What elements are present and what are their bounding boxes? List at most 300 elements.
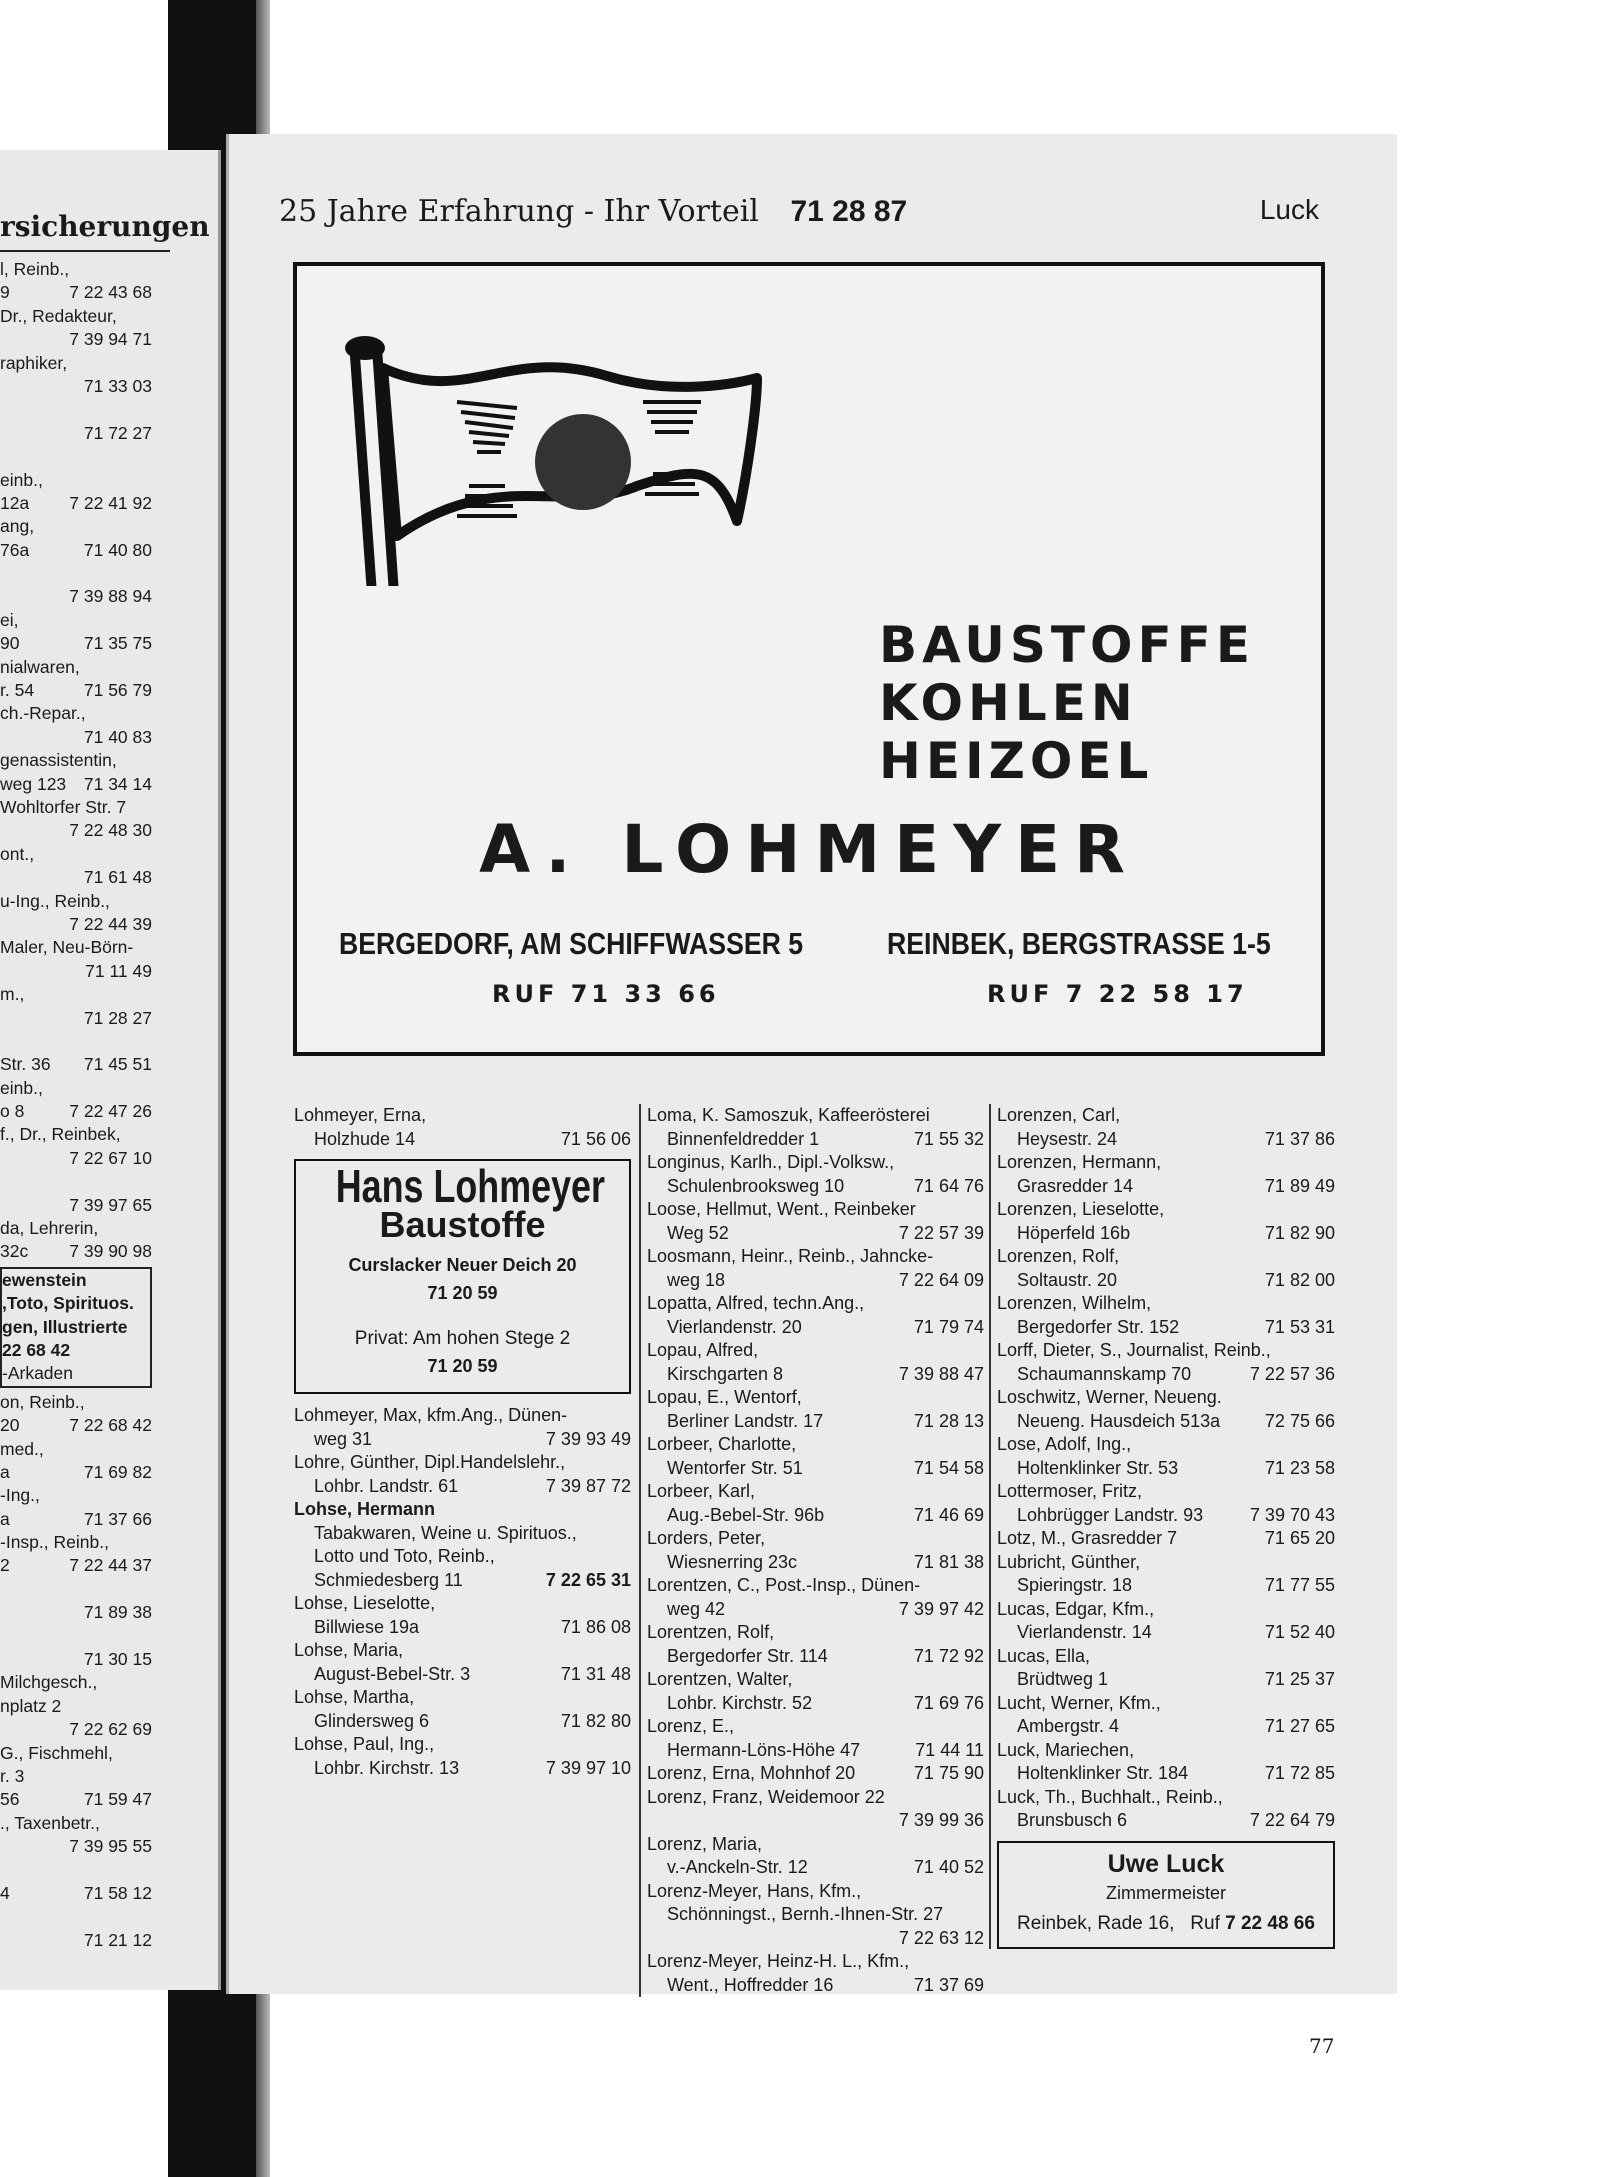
directory-entry-line [647,1927,984,1951]
entry-text: Loschwitz, Werner, Neueng. [997,1387,1222,1407]
left-box-line: 22 68 42 [2,1339,71,1360]
left-entry-phone: 7 39 90 98 [69,1241,152,1262]
entry-phone: 71 40 52 [913,1857,984,1877]
entry-phone: 71 25 37 [1264,1669,1335,1689]
entry-text: Lohre, Günther, Dipl.Handelslehr., [294,1452,566,1472]
directory-entry-line [294,1757,631,1781]
entry-phone: 71 75 90 [913,1763,984,1783]
directory-entry-line [647,1786,984,1810]
left-entry-line [0,1077,152,1100]
left-entry-text: G., Fischmehl, [0,1742,113,1763]
directory-entry-line [997,1128,1335,1152]
entry-phone: 7 22 57 39 [898,1222,984,1243]
directory-entry-line [647,1480,984,1504]
left-entry-phone: 7 22 43 68 [69,282,152,303]
directory-entry-line [997,1386,1335,1410]
entry-text: Lohse, Hermann [294,1499,436,1519]
left-entry-phone: 71 37 66 [83,1508,152,1529]
left-entry-text: 4 [0,1882,10,1903]
entry-phone: 71 53 31 [1264,1316,1335,1337]
left-entry-line [0,1170,152,1193]
directory-entry-line [647,1715,984,1739]
entry-phone: 71 69 76 [913,1692,984,1713]
left-entry-line [0,1648,152,1671]
entry-text: Wentorfer Str. 51 [667,1457,803,1478]
directory-entry-line [997,1480,1335,1504]
left-entry-text: ang, [0,516,35,537]
entry-text: Wiesnerring 23c [667,1551,798,1572]
entry-text: Lorentzen, C., Post.-Insp., Dünen- [647,1575,921,1595]
left-entry-text: einb., [0,1077,43,1098]
left-entry-phone: 7 39 88 94 [69,586,152,607]
left-page [0,150,221,1990]
left-entry-line [0,960,152,983]
left-entry-phone: 7 22 44 37 [69,1555,152,1576]
entry-text: Lorenz, Erna, Mohnhof 20 [647,1763,856,1783]
left-entry-line [0,983,152,1006]
hans-box-phone: 71 20 59 [427,1282,498,1303]
left-page-header: rsicherungen [0,210,210,243]
entry-text: Lorenzen, Rolf, [997,1246,1120,1266]
left-entry-text: -Insp., Reinb., [0,1532,109,1553]
left-entry-text: 9 [0,282,10,303]
directory-entry-line [647,1809,984,1833]
directory-column-1 [294,1104,631,1780]
slogan-text: 25 Jahre Erfahrung - Ihr Vorteil [279,194,759,229]
entry-text: Lorenzen, Carl, [997,1105,1121,1125]
entry-text: Hermann-Löns-Höhe 47 [667,1739,861,1760]
entry-text: Holzhude 14 [314,1128,416,1149]
left-entry-line [0,1531,152,1554]
left-entry-text: ., Taxenbetr., [0,1812,100,1833]
entry-text: Lorenz-Meyer, Heinz-H. L., Kfm., [647,1951,910,1971]
left-entry-phone: 7 22 68 42 [69,1415,152,1436]
left-entry-text: f., Dr., Reinbek, [0,1124,121,1145]
entry-text: Vierlandenstr. 20 [667,1316,802,1337]
left-entry-text: m., [0,984,25,1005]
entry-text: Holtenklinker Str. 184 [1017,1763,1189,1783]
entry-phone: 7 39 93 49 [545,1428,631,1449]
left-entry-text: 20 [0,1415,20,1436]
entry-text: Schönningst., Bernh.-Ihnen-Str. 27 [667,1904,944,1924]
left-entry-phone: 71 58 12 [83,1882,152,1903]
left-entry-text: raphiker, [0,352,68,373]
uwe-luck-advertisement [997,1841,1335,1950]
entry-text: Schaumannskamp 70 [1017,1363,1192,1384]
left-page-column [0,258,152,1952]
left-entry-text: Wohltorfer Str. 7 [0,796,127,817]
entry-text: Lorenz, Maria, [647,1833,763,1854]
entry-text: Tabakwaren, Weine u. Spirituos., [314,1522,577,1543]
entry-text: Grasredder 14 [1017,1175,1134,1196]
directory-entry-line [647,1198,984,1222]
entry-text: Brunsbusch 6 [1017,1810,1128,1830]
entry-phone: 7 22 65 31 [545,1569,631,1590]
entry-text: Loma, K. Samoszuk, Kaffeerösterei [647,1105,930,1125]
left-entry-text: u-Ing., Reinb., [0,890,110,911]
page-number: 77 [1309,2034,1335,2058]
uwe-box-ruf: Ruf [1190,1912,1220,1934]
directory-entry-line [997,1668,1335,1692]
entry-text: Weg 52 [667,1222,729,1243]
directory-entry-line [997,1645,1335,1669]
entry-phone: 71 72 92 [913,1645,984,1666]
entry-phone: 71 72 85 [1264,1763,1335,1783]
entry-phone: 7 22 64 79 [1249,1810,1335,1830]
entry-text: Lorenzen, Hermann, [997,1152,1162,1172]
left-entry-line [0,890,152,913]
directory-entry-line [647,1527,984,1551]
left-entry-line [0,1601,152,1624]
ad-phone-reinbek: RUF 7 22 58 17 [987,980,1248,1008]
left-entry-phone: 7 22 62 69 [69,1719,152,1740]
left-entry-text: einb., [0,469,43,490]
left-entry-line [0,1217,152,1240]
left-entry-line [0,1859,152,1882]
left-entry-line [0,866,152,889]
directory-entry-line [647,1903,984,1927]
entry-phone: 71 31 48 [560,1663,631,1684]
entry-text: weg 18 [667,1269,726,1290]
left-entry-text: r. 54 [0,680,35,701]
left-entry-line [0,1438,152,1461]
entry-text: Loosmann, Heinr., Reinb., Jahncke- [647,1246,934,1266]
left-entry-line [0,913,152,936]
entry-phone: 71 37 69 [913,1974,984,1995]
directory-entry-line [647,1339,984,1363]
right-page [226,134,1397,2058]
left-entry-line [0,1905,152,1928]
left-entry-text: -Ing., [0,1485,40,1506]
column-1-bottom-entries [294,1404,631,1780]
left-entry-line [0,1053,152,1076]
left-entry-phone: 71 21 12 [83,1929,152,1950]
left-entry-text: o 8 [0,1101,25,1122]
entry-phone: 7 39 99 36 [898,1810,984,1830]
entry-phone: 71 54 58 [913,1457,984,1478]
directory-entry-line [997,1222,1335,1246]
column-1-top-entries [294,1104,631,1151]
left-entry-line [0,398,152,421]
directory-column-2 [639,1104,984,1997]
left-entry-phone: 71 33 03 [83,375,152,396]
directory-entry-line [294,1428,631,1452]
entry-text: Lopatta, Alfred, techn.Ang., [647,1293,865,1313]
directory-entry-line [647,1245,984,1269]
entry-text: weg 31 [314,1428,373,1449]
directory-entry-line [997,1598,1335,1622]
directory-entry-line [647,1386,984,1410]
entry-text: Lorentzen, Walter, [647,1669,793,1689]
left-entry-phone: 71 40 80 [83,539,152,560]
directory-entry-line [647,1128,984,1152]
entry-text: Lohbr. Kirchstr. 52 [667,1692,813,1713]
entry-text: Bergedorfer Str. 152 [1017,1316,1180,1337]
directory-entry-line [997,1104,1335,1128]
left-entry-line [0,1194,152,1217]
entry-phone: 71 56 06 [560,1128,631,1149]
left-entry-phone: 71 34 14 [83,773,152,794]
directory-entry-line [997,1245,1335,1269]
left-entry-text: ch.-Repar., [0,703,86,724]
entry-text: Lubricht, Günther, [997,1551,1141,1572]
ad-company-name: A. LOHMEYER [479,811,1139,888]
entry-text: Ambergstr. 4 [1017,1716,1120,1736]
directory-entry-line [294,1710,631,1734]
directory-entry-line [294,1592,631,1616]
directory-entry-line [997,1621,1335,1645]
entry-text: Went., Hoffredder 16 [667,1974,834,1995]
left-entry-line [0,562,152,585]
entry-phone: 71 81 38 [913,1551,984,1572]
entry-text: Lorenzen, Lieselotte, [997,1199,1165,1219]
directory-entry-line [294,1639,631,1663]
directory-entry-line [997,1715,1335,1739]
directory-entry-line [997,1316,1335,1340]
left-entry-phone: 7 22 44 39 [69,913,152,934]
directory-entry-line [997,1363,1335,1387]
hans-box-private-phone: 71 20 59 [427,1355,498,1376]
left-entry-text: Milchgesch., [0,1672,98,1693]
entry-text: Lotto und Toto, Reinb., [314,1546,495,1566]
left-entry-line [0,1625,152,1648]
directory-entry-line [294,1498,631,1522]
entry-text: Lorenz, E., [647,1716,735,1736]
left-entry-text: ei, [0,609,19,630]
entry-text: Soltaustr. 20 [1017,1269,1118,1290]
directory-entry-line [997,1762,1335,1786]
directory-entry-line [294,1404,631,1428]
left-box-line: gen, Illustrierte [2,1316,128,1337]
entry-text: Longinus, Karlh., Dipl.-Volksw., [647,1152,895,1172]
left-entry-phone: 7 39 95 55 [69,1836,152,1857]
ad-line-baustoffe: BAUSTOFFE [879,616,1255,674]
entry-text: Lohse, Lieselotte, [294,1593,436,1613]
entry-text: August-Bebel-Str. 3 [314,1663,471,1684]
directory-entry-line [294,1545,631,1569]
left-entry-line [0,1508,152,1531]
header-slogan [279,194,907,229]
left-entry-line [0,819,152,842]
directory-entry-line [294,1569,631,1593]
directory-entry-line [997,1269,1335,1293]
uwe-box-contact: Reinbek, Rade 16, Ruf 7 22 48 66 [1017,1912,1315,1934]
directory-entry-line [647,1504,984,1528]
left-page-boxed-ad [0,1267,152,1388]
left-entry-text: nialwaren, [0,656,80,677]
left-entry-line [0,305,152,328]
entry-text: Lohse, Martha, [294,1687,415,1707]
directory-entry-line [647,1974,984,1998]
directory-entry-line [647,1856,984,1880]
left-entry-phone: 7 22 41 92 [69,492,152,513]
directory-entry-line [997,1292,1335,1316]
left-entry-phone: 71 28 27 [83,1007,152,1028]
directory-entry-line [647,1833,984,1857]
entry-phone: 7 39 70 43 [1249,1504,1335,1525]
lohmeyer-advertisement [293,262,1325,1056]
ad-line-heizoel: HEIZOEL [879,732,1154,790]
left-entry-line [0,492,152,515]
left-entry-text: 12a [0,492,30,513]
left-entry-text: 32c [0,1241,29,1262]
directory-entry-line [647,1950,984,1974]
left-entry-phone: 7 22 67 10 [69,1147,152,1168]
left-entry-text: med., [0,1438,44,1459]
left-entry-phone: 71 11 49 [85,960,152,981]
left-entry-text: l, Reinb., [0,259,70,279]
left-entry-line [0,1123,152,1146]
left-entry-line [0,1240,152,1263]
left-entry-line [0,796,152,819]
entry-text: Höperfeld 16b [1017,1222,1131,1243]
left-entry-line [0,1391,152,1414]
left-entry-line [0,515,152,538]
left-entry-text: weg 123 [0,773,67,794]
left-entry-text: a [0,1461,10,1482]
left-entry-phone: 71 61 48 [83,867,152,888]
left-entry-text: a [0,1508,10,1529]
left-box-line: ,Toto, Spirituos. [2,1293,134,1314]
uwe-box-name: Uwe Luck [1107,1849,1225,1878]
left-entry-line [0,843,152,866]
directory-entry-line [647,1551,984,1575]
entry-text: weg 42 [667,1598,726,1619]
ad-address-reinbek: REINBEK, BERGSTRASSE 1-5 [887,926,1271,961]
hans-box-name: Hans Lohmeyer [335,1160,605,1212]
left-entry-line [0,609,152,632]
left-entry-phone: 7 39 94 71 [69,329,152,350]
ad-line-kohlen: KOHLEN [879,674,1138,732]
directory-entry-line [997,1175,1335,1199]
directory-entry-line [997,1433,1335,1457]
left-entry-line [0,1030,152,1053]
left-box-line: ewenstein [2,1269,87,1290]
entry-phone: 71 82 80 [560,1710,631,1731]
directory-entry-line [647,1222,984,1246]
left-entry-line [0,1812,152,1835]
slogan-phone: 71 28 87 [790,195,908,228]
entry-text: Schmiedesberg 11 [314,1569,463,1590]
directory-entry-line [997,1809,1335,1833]
entry-phone: 71 55 32 [913,1128,984,1149]
left-entry-line [0,445,152,468]
left-entry-phone: 71 45 51 [83,1054,152,1075]
left-entry-line [0,749,152,772]
directory-entry-line [997,1339,1335,1363]
left-entry-text: da, Lehrerin, [0,1218,99,1239]
entry-text: Berliner Landstr. 17 [667,1410,824,1431]
directory-entry-line [647,1269,984,1293]
entry-phone: 7 22 63 12 [898,1927,984,1948]
entry-text: Lose, Adolf, Ing., [997,1434,1132,1454]
left-entry-line [0,632,152,655]
directory-entry-line [294,1733,631,1757]
left-entry-phone: 71 59 47 [83,1789,152,1810]
directory-entry-line [997,1739,1335,1763]
left-entry-text: on, Reinb., [0,1391,85,1412]
entry-text: Lotz, M., Grasredder 7 [997,1528,1178,1548]
entry-text: Lorbeer, Karl, [647,1481,756,1501]
left-entry-text: 56 [0,1789,20,1810]
left-entry-line [0,656,152,679]
directory-entry-line [997,1151,1335,1175]
left-entry-line [0,281,152,304]
entry-text: Lucas, Edgar, Kfm., [997,1598,1155,1619]
entry-text: Bergedorfer Str. 114 [667,1645,828,1666]
directory-entry-line [647,1692,984,1716]
ad-product-list [879,616,1255,790]
left-entry-line [0,375,152,398]
entry-text: Lorders, Peter, [647,1528,766,1548]
entry-text: Vierlandenstr. 14 [1017,1622,1152,1642]
entry-text: Lohbrügger Landstr. 93 [1017,1504,1204,1525]
entry-phone: 71 82 90 [1264,1222,1335,1243]
left-entry-line [0,1007,152,1030]
directory-entry-line [997,1527,1335,1551]
directory-entry-line [647,1668,984,1692]
directory-entry-line [647,1574,984,1598]
left-entry-line [0,1929,152,1952]
entry-phone: 71 46 69 [913,1504,984,1525]
left-entry-text: Dr., Redakteur, [0,305,117,326]
entry-phone: 7 22 64 09 [898,1269,984,1290]
entry-text: Holtenklinker Str. 53 [1017,1457,1179,1478]
left-entry-phone: 71 89 38 [83,1602,152,1623]
directory-entry-line [294,1104,631,1128]
directory-entry-line [294,1451,631,1475]
left-entry-phone: 7 22 47 26 [69,1101,152,1122]
directory-entry-line [294,1686,631,1710]
entry-text: Schulenbrooksweg 10 [667,1175,845,1196]
entry-text: Lohse, Paul, Ing., [294,1734,435,1754]
entry-text: Loose, Hellmut, Went., Reinbeker [647,1199,916,1219]
left-entry-text: Maler, Neu-Börn- [0,937,134,958]
entry-text: Neueng. Hausdeich 513a [1017,1410,1221,1431]
left-entry-text: ont., [0,843,35,864]
left-entry-text: Str. 36 [0,1054,51,1075]
directory-entry-line [997,1410,1335,1434]
entry-phone: 71 86 08 [560,1616,631,1637]
entry-text: Lopau, Alfred, [647,1340,759,1360]
left-entry-line [0,469,152,492]
left-entry-line [0,1835,152,1858]
entry-text: Luck, Th., Buchhalt., Reinb., [997,1786,1223,1807]
entry-phone: 7 22 57 36 [1249,1363,1335,1384]
left-entry-line [0,1484,152,1507]
left-entry-line [0,679,152,702]
entry-phone: 71 82 00 [1264,1269,1335,1290]
left-entry-line [0,1765,152,1788]
directory-entry-line [997,1457,1335,1481]
directory-entry-line [647,1104,984,1128]
left-entry-phone: 71 69 82 [83,1461,152,1482]
entry-text: Lorenz-Meyer, Hans, Kfm., [647,1880,862,1901]
entry-phone: 71 27 65 [1264,1716,1335,1736]
entry-text: Lucht, Werner, Kfm., [997,1692,1161,1713]
left-entry-line [0,936,152,959]
left-entry-line [0,1718,152,1741]
entry-phone: 71 89 49 [1264,1175,1335,1196]
directory-entry-line [294,1616,631,1640]
entry-text: v.-Anckeln-Str. 12 [667,1857,808,1877]
left-entry-line [0,702,152,725]
directory-entry-line [294,1663,631,1687]
left-entry-line [0,1147,152,1170]
entry-text: Lohse, Maria, [294,1640,404,1660]
directory-entry-line [647,1292,984,1316]
column-3-entries [997,1104,1335,1833]
